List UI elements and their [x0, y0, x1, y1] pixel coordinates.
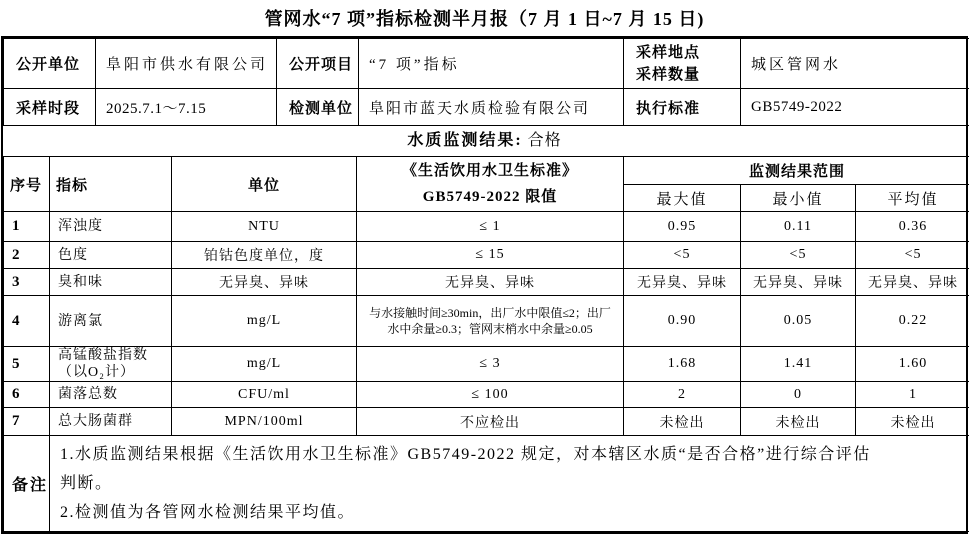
col-header-min: 最小值	[741, 185, 856, 212]
standard-label: 执行标准	[624, 89, 741, 126]
notes-body	[50, 436, 969, 532]
note-1-line-2: 判断。	[60, 469, 960, 498]
info-row-2	[4, 89, 969, 126]
row-min: <5	[741, 242, 856, 269]
row-unit: CFU/ml	[172, 382, 357, 408]
row-no: 5	[4, 347, 50, 382]
col-header-range: 监测结果范围	[624, 157, 969, 185]
row-no: 3	[4, 269, 50, 296]
row-min: 无异臭、异味	[741, 269, 856, 296]
row-indicator	[50, 347, 172, 382]
col-header-limit-line1: 《生活饮用水卫生标准》	[357, 158, 623, 184]
row-max: 2	[624, 382, 741, 408]
row-indicator: 浑浊度	[50, 212, 172, 242]
row-no: 1	[4, 212, 50, 242]
row-indicator: 菌落总数	[50, 382, 172, 408]
row-avg: 无异臭、异味	[856, 269, 969, 296]
row-avg: 1.60	[856, 347, 969, 382]
table-row	[4, 212, 969, 242]
row-limit: 与水接触时间≥30min，出厂水中限值≤2；出厂水中余量≥0.3；管网末梢水中余量≥0.05	[357, 296, 624, 347]
col-header-limit-line2: GB5749-2022 限值	[357, 184, 623, 210]
row-min: 0.11	[741, 212, 856, 242]
result-banner-label: 水质监测结果:	[407, 132, 522, 149]
col-header-avg: 平均值	[856, 185, 969, 212]
row-max: <5	[624, 242, 741, 269]
row-unit: 铂钴色度单位，度	[172, 242, 357, 269]
row-max: 1.68	[624, 347, 741, 382]
row-indicator: 游离氯	[50, 296, 172, 347]
row-no: 4	[4, 296, 50, 347]
row-unit: mg/L	[172, 347, 357, 382]
row-max: 0.90	[624, 296, 741, 347]
standard-value: GB5749-2022	[741, 89, 969, 126]
row-limit: ≤ 100	[357, 382, 624, 408]
row-limit: 不应检出	[357, 408, 624, 436]
row-unit: MPN/100ml	[172, 408, 357, 436]
sample-period-label: 采样时段	[4, 89, 96, 126]
open-unit-value: 阜阳市供水有限公司	[96, 39, 277, 89]
table-row	[4, 296, 969, 347]
row-no: 6	[4, 382, 50, 408]
row-avg: 0.36	[856, 212, 969, 242]
row-max: 未检出	[624, 408, 741, 436]
open-unit-label: 公开单位	[4, 39, 96, 89]
row-min: 0	[741, 382, 856, 408]
result-banner-value: 合格	[528, 132, 562, 149]
open-project-value: “7 项”指标	[359, 39, 624, 89]
col-header-limit	[357, 157, 624, 212]
table-row	[4, 408, 969, 436]
col-header-max: 最大值	[624, 185, 741, 212]
test-unit-label: 检测单位	[277, 89, 359, 126]
col-header-no: 序号	[4, 157, 50, 212]
sample-site-label-line2: 采样数量	[636, 64, 740, 86]
header-row-1	[4, 157, 969, 185]
indicator-table	[3, 156, 969, 532]
table-row	[4, 242, 969, 269]
row-max: 无异臭、异味	[624, 269, 741, 296]
test-unit-value: 阜阳市蓝天水质检验有限公司	[359, 89, 624, 126]
row-avg: 未检出	[856, 408, 969, 436]
report-table	[1, 36, 968, 534]
row-limit: ≤ 15	[357, 242, 624, 269]
row-unit: mg/L	[172, 296, 357, 347]
info-row-1	[4, 39, 969, 89]
row-min: 1.41	[741, 347, 856, 382]
open-project-label: 公开项目	[277, 39, 359, 89]
page-title: 管网水“7 项”指标检测半月报（7 月 1 日~7 月 15 日)	[0, 0, 969, 36]
table-row	[4, 382, 969, 408]
notes-row	[4, 436, 969, 532]
sample-site-label-line1: 采样地点	[636, 42, 740, 64]
row-limit: 无异臭、异味	[357, 269, 624, 296]
note-1-line-1: 1.水质监测结果根据《生活饮用水卫生标准》GB5749-2022 规定，对本辖区水质“是否合格”进行综合评估	[60, 440, 960, 469]
row-avg: <5	[856, 242, 969, 269]
row-indicator: 臭和味	[50, 269, 172, 296]
sample-site-label	[624, 39, 741, 89]
row-limit: ≤ 1	[357, 212, 624, 242]
row-min: 0.05	[741, 296, 856, 347]
row-unit: 无异臭、异味	[172, 269, 357, 296]
result-banner	[3, 126, 966, 156]
col-header-indicator: 指标	[50, 157, 172, 212]
row-indicator: 色度	[50, 242, 172, 269]
row-min: 未检出	[741, 408, 856, 436]
row-no: 7	[4, 408, 50, 436]
sample-period-value: 2025.7.1～7.15	[96, 89, 277, 126]
row-no: 2	[4, 242, 50, 269]
row-indicator: 总大肠菌群	[50, 408, 172, 436]
table-row	[4, 269, 969, 296]
notes-label: 备注	[4, 436, 50, 532]
info-table	[3, 38, 969, 126]
indicator-subtext: （以O₂计）	[58, 364, 171, 381]
note-2: 2.检测值为各管网水检测结果平均值。	[60, 498, 960, 527]
row-limit: ≤ 3	[357, 347, 624, 382]
row-avg: 1	[856, 382, 969, 408]
sample-site-value: 城区管网水	[741, 39, 969, 89]
table-row	[4, 347, 969, 382]
indicator-text: 高锰酸盐指数	[58, 348, 148, 363]
col-header-unit: 单位	[172, 157, 357, 212]
row-avg: 0.22	[856, 296, 969, 347]
row-unit: NTU	[172, 212, 357, 242]
row-max: 0.95	[624, 212, 741, 242]
